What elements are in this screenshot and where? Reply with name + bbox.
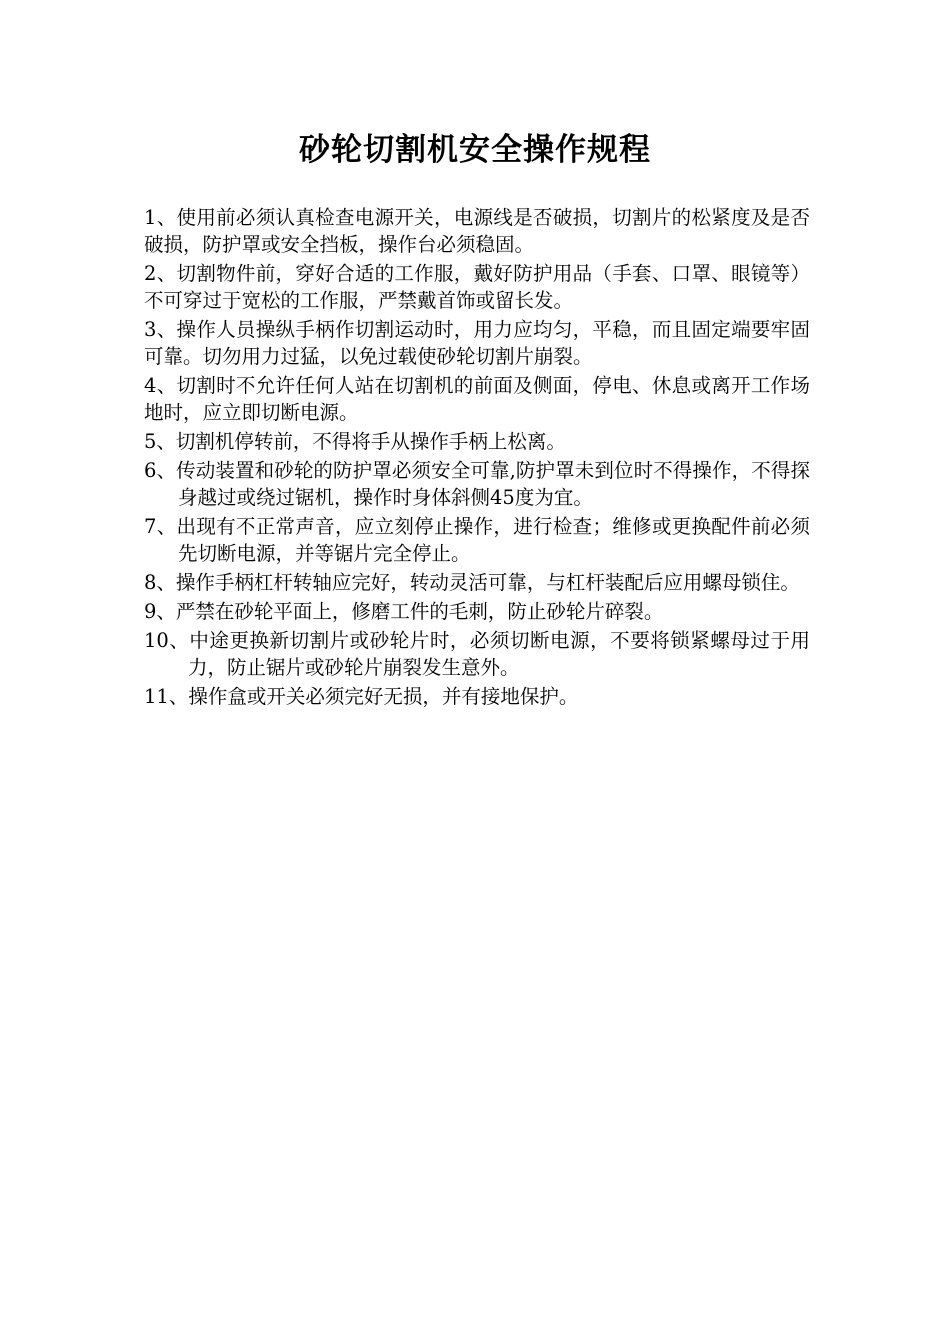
rule-item-6: 6、传动装置和砂轮的防护罩必须安全可靠,防护罩未到位时不得操作，不得探身越过或绕过锯机，操作时身体斜侧45度为宜。 xyxy=(144,459,810,509)
rule-item-9: 9、严禁在砂轮平面上，修磨工件的毛刺，防止砂轮片碎裂。 xyxy=(144,600,664,623)
rule-item-5: 5、切割机停转前，不得将手从操作手柄上松离。 xyxy=(144,430,566,453)
rule-item-1: 1、使用前必须认真检查电源开关，电源线是否破损，切割片的松紧度及是否破损，防护罩或安全挡板，操作台必须稳固。 xyxy=(144,206,810,256)
page-title: 砂轮切割机安全操作规程 xyxy=(299,132,651,168)
rule-item-2: 2、切割物件前，穿好合适的工作服，戴好防护用品（手套、口罩、眼镜等）不可穿过于宽松的工作服，严禁戴首饰或留长发。 xyxy=(144,262,810,312)
rule-item-8: 8、操作手柄杠杆转轴应完好，转动灵活可靠，与杠杆装配后应用螺母锁住。 xyxy=(144,571,800,594)
rule-item-11: 11、操作盒或开关必须完好无损，并有接地保护。 xyxy=(144,685,579,708)
rules-list xyxy=(144,204,810,712)
rule-item-10: 10、中途更换新切割片或砂轮片时，必须切断电源，不要将锁紧螺母过于用力，防止锯片或砂轮片崩裂发生意外。 xyxy=(144,629,810,679)
rule-item-7: 7、出现有不正常声音，应立刻停止操作，进行检查；维修或更换配件前必须先切断电源，并等锯片完全停止。 xyxy=(144,515,810,565)
rule-item-3: 3、操作人员操纵手柄作切割运动时，用力应均匀，平稳，而且固定端要牢固可靠。切勿用力过猛，以免过载使砂轮切割片崩裂。 xyxy=(144,318,810,368)
rule-item-4: 4、切割时不允许任何人站在切割机的前面及侧面，停电、休息或离开工作场地时，应立即切断电源。 xyxy=(144,374,810,424)
